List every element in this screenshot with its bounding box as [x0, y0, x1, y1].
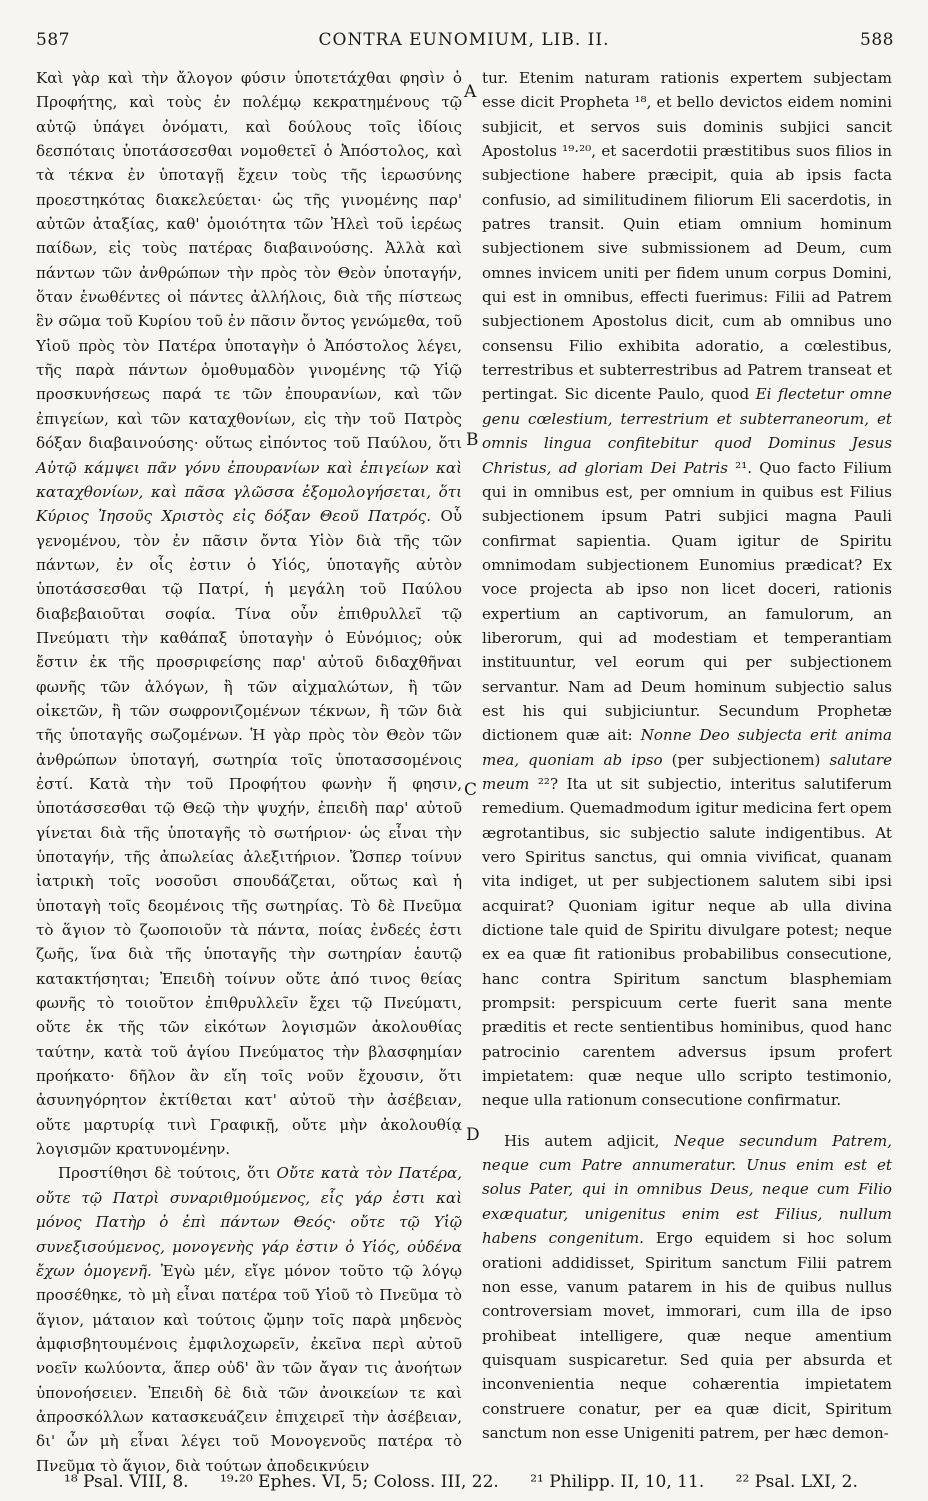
latin-column: [482, 66, 892, 1446]
footnotes: [64, 1472, 904, 1492]
margin-letter-d: D: [466, 1125, 480, 1145]
greek-quotation-2: Οὔτε κατὰ τὸν Πατέρα, οὔτε τῷ Πατρὶ συναριθμούμενος, εἷς γάρ ἐστι καὶ μόνος Πατὴρ ὁ ἐπὶ πάντων Θεός· οὔτε τῷ Υἱῷ συνεξισούμενος, μονογενὴς γάρ ἐστιν ὁ Υἱός, οὐδένα ἔχων ὁμογενῆ.: [36, 1164, 462, 1280]
latin-quotation-4: Neque secundum Patrem, neque cum Patre annumeratur. Unus enim est et solus Pater, qui in omnibus Deus, neque cum Filio exæquatur, unigenitus enim est Filius, nullum habens congenitum.: [482, 1131, 892, 1248]
margin-letter-c: C: [464, 780, 478, 800]
footnote-22: ²² Psal. LXI, 2.: [735, 1472, 858, 1492]
footnote-18: ¹⁸ Psal. VIII, 8.: [64, 1472, 189, 1492]
margin-letter-a: A: [464, 82, 477, 102]
footnote-19-20: ¹⁹·²⁰ Ephes. VI, 5; Coloss. III, 22.: [219, 1472, 499, 1492]
running-title: CONTRA EUNOMIUM, LIB. II.: [318, 30, 610, 50]
greek-paragraph-1: Καὶ γὰρ καὶ τὴν ἄλογον φύσιν ὑποτετάχθαι φησὶν ὁ Προφήτης, καὶ τοὺς ἐν πολέμῳ κεκρατημένους τῷ αὐτῷ ὑπάγει ὀνόματι, καὶ δούλους τοῖς ἰδίοις δεσπόταις ὑποτάσσεσθαι νομοθετεῖ ὁ Ἀπόστολος, καὶ τὰ τέκνα ἐν ὑποταγῇ ἔχειν τοὺς τῆς ἱερωσύνης προεστηκότας διακελεύεται· ὡς τῆς γινομένης παρ' αὐτῶν ἀταξίας, καθ' ὁμοιότητα τῶν Ἠλεὶ τοῦ ἱερέως παίδων, εἰς τοὺς πατέρας διαβαινούσης. Ἀλλὰ καὶ πάντων τῶν ἀνθρώπων τὴν πρὸς τὸν Θεὸν ὑποταγήν, ὅταν ἑνωθέντες οἱ πάντες ἀλλήλοις, διὰ τῆς πίστεως ἓν σῶμα τοῦ Κυρίου τοῦ ἐν πᾶσιν ὄντος γενώμεθα, τοῦ Υἱοῦ πρὸς τὸν Πατέρα ὑποταγὴν ὁ Ἀπόστολος λέγει, τῆς παρὰ πάντων ὁμοθυμαδὸν γινομένης τῷ Υἱῷ προσκυνήσεως παρά τε τῶν ἐπουρανίων, καὶ τῶν ἐπιγείων, καὶ τῶν καταχθονίων, εἰς τὴν τοῦ Πατρὸς δόξαν διαβαινούσης· οὕτως εἰπόντος τοῦ Παύλου, ὅτι Αὐτῷ κάμψει πᾶν γόνυ ἐπουρανίων καὶ ἐπιγείων καὶ καταχθονίων, καὶ πᾶσα γλῶσσα ἐξομολογήσεται, ὅτι Κύριος Ἰησοῦς Χριστὸς εἰς δόξαν Θεοῦ Πατρός. Οὗ γενομένου, τὸν ἐν πᾶσιν ὄντα Υἱὸν διὰ τῆς τῶν πάντων, ἐν οἷς ἐστιν ὁ Υἱός, ὑποταγῆς αὐτὸν ὑποτάσσεσθαι τῷ Πατρί, ἡ μεγάλη τοῦ Παύλου διαβεβαιοῦται σοφία. Τίνα οὖν ἐπιθρυλλεῖ τῷ Πνεύματι τὴν καθάπαξ ὑποταγὴν ὁ Εὐνόμιος; οὐκ ἔστιν ἐκ τῆς προσριφείσης παρ' αὐτοῦ διδαχθῆναι φωνῆς τῶν ἀλόγων, ἢ τῶν αἰχμαλώτων, ἢ τῶν οἰκετῶν, ἢ τῶν σωφρονιζομένων τέκνων, ἢ τῶν διὰ τῆς ὑποταγῆς σωζομένων. Ἡ γὰρ πρὸς τὸν Θεὸν τῶν ἀνθρώπων ὑποταγή, σωτηρία τοῖς ὑποτασσομένοις ἐστί. Κατὰ τὴν τοῦ Προφήτου φωνὴν ἥ φησιν, ὑποτάσσεσθαι τῷ Θεῷ τὴν ψυχήν, ἐπειδὴ παρ' αὐτοῦ γίνεται διὰ τῆς ὑποταγῆς τὸ σωτήριον· ὡς εἶναι τὴν ὑποταγήν, τῆς ἀπωλείας ἀλεξιτήριον. Ὥσπερ τοίνυν ἰατρικὴ τοῖς νοσοῦσι σπουδάζεται, οὕτως καὶ ἡ ὑποταγὴ τοῖς δεομένοις τῆς σωτηρίας. Τὸ δὲ Πνεῦμα τὸ ἅγιον τὸ ζωοποιοῦν τὰ πάντα, ποίας ἐνδεές ἐστι ζωῆς, ἵνα διὰ τῆς ὑποταγῆς τὴν σωτηρίαν ἑαυτῷ κατακτήσηται; Ἐπειδὴ τοίνυν οὔτε ἀπό τινος θείας φωνῆς τὸ τοιοῦτον ἐπιθρυλλεῖν ἔχει τῷ Πνεύματι, οὔτε ἐκ τῆς τῶν εἰκότων λογισμῶν ἀκολουθίας ταύτην, κατὰ τοῦ ἁγίου Πνεύματος τὴν βλασφημίαν προήκατο· δῆλον ἂν εἴη τοῖς νοῦν ἔχουσιν, ὅτι ἀσυνηγόρητον ἐκτίθεται κατ' αὐτοῦ τὴν ἀσέβειαν, οὔτε μαρτυρίᾳ τινὶ Γραφικῇ, οὔτε μὴν ἀκολουθίᾳ λογισμῶν κρατυνομένην.: [36, 69, 462, 1159]
running-header: [30, 30, 898, 58]
greek-quotation-1: Αὐτῷ κάμψει πᾶν γόνυ ἐπουρανίων καὶ ἐπιγείων καὶ καταχθονίων, καὶ πᾶσα γλῶσσα ἐξομολογήσεται, ὅτι Κύριος Ἰησοῦς Χριστὸς εἰς δόξαν Θεοῦ Πατρός.: [36, 458, 462, 526]
greek-paragraph-2: Προστίθησι δὲ τούτοις, ὅτι Οὔτε κατὰ τὸν Πατέρα, οὔτε τῷ Πατρὶ συναριθμούμενος, εἷς γάρ ἐστι καὶ μόνος Πατὴρ ὁ ἐπὶ πάντων Θεός· οὔτε τῷ Υἱῷ συνεξισούμενος, μονογενὴς γάρ ἐστιν ὁ Υἱός, οὐδένα ἔχων ὁμογενῆ. Ἐγὼ μέν, εἴγε μόνον τοῦτο τῷ λόγῳ προσέθηκε, τὸ μὴ εἶναι πατέρα τοῦ Υἱοῦ τὸ Πνεῦμα τὸ ἅγιον, μάταιον καὶ τούτοις ᾤμην τοῖς παρὰ μηδενὸς ἀμφισβητουμένοις ἐμφιλοχωρεῖν, ἐκεῖνα περὶ αὐτοῦ νοεῖν κωλύοντα, ἅπερ οὐδ' ἂν τῶν ἄγαν τις ἀνοήτων ὑπονοήσειεν. Ἐπειδὴ δὲ διὰ τῶν ἀνοικείων τε καὶ ἀπροσκόλλων κατασκευάζειν ἐπιχειρεῖ τὴν ἀσέβειαν, δι' ὧν μὴ εἶναι λέγει τοῦ Μονογενοῦς πατέρα τὸ Πνεῦμα τὸ ἅγιον, διὰ τούτων ἀποδεικνύειν: [36, 1164, 462, 1475]
page-number-right: 588: [860, 30, 894, 50]
footnote-21: ²¹ Philipp. II, 10, 11.: [530, 1472, 705, 1492]
latin-paragraph-2: His autem adjicit, Neque secundum Patrem, neque cum Patre annumeratur. Unus enim est et solus Pater, qui in omnibus Deus, neque cum Filio exæquatur, unigenitus enim est Filius, nullum habens congenitum. Ergo equidem si hoc solum orationi addidisset, Spiritum sanctum Filii patrem non esse, vanum patarem in his de quibus nullus controversiam movet, immorari, cum illa de ipso prohibeat intelligere, quæ neque amentium quisquam suspicaretur. Sed quia per absurda et inconvenientia neque cohærentia impietatem construere conatur, per ea quæ dicit, Spiritum sanctum non esse Unigeniti patrem, per hæc demon-: [482, 1131, 892, 1442]
latin-paragraph-1: tur. Etenim naturam rationis expertem subjectam esse dicit Propheta ¹⁸, et bello devictos eidem nomini subjicit, et servos suis dominis subjici sancit Apostolus ¹⁹·²⁰, et sacerdotii præstitibus suos filios in subjectione habere præcipit, quia ab ipsis facta confusio, ad similitudinem filiorum Eli sacerdotis, in patres transit. Quin etiam omnium hominum subjectionem sive submissionem ad Deum, cum omnes invicem uniti per fidem unum corpus Domini, qui est in omnibus, effecti fuerimus: Filii ad Patrem subjectionem Apostolus dicit, cum ab omnibus uno consensu Filio exhibita adoratio, a cœlestibus, terrestribus et subterrestribus ad Patrem transeat et pertingat. Sic dicente Paulo, quod Ei flectetur omne genu cœlestium, terrestrium et subterraneorum, et omnis lingua confitebitur quod Dominus Jesus Christus, ad gloriam Dei Patris ²¹. Quo facto Filium qui in omnibus est, per omnium in quibus est Filius subjectionem ipsum Patri subjici magna Pauli confirmat sapientia. Quam igitur de Spiritu omnimodam subjectionem Eunomius prædicat? Ex voce projecta ab ipso non licet doceri, rationis expertium an captivorum, an famulorum, an liberorum, qui ad modestiam et temperantiam instituuntur, vel eorum qui per subjectionem servantur. Nam ad Deum hominum subjectio salus est his qui subjiciuntur. Secundum Prophetæ dictionem quæ ait: Nonne Deo subjecta erit anima mea, quoniam ab ipso (per subjectionem) salutare meum ²²? Ita ut sit subjectio, interitus salutiferum remedium. Quemadmodum igitur medicina fert opem ægrotantibus, sic subjectio salute indigentibus. At vero Spiritus sanctus, qui omnia vivificat, quanam vita indiget, ut per subjectionem salutem sibi ipsi acquirat? Quoniam igitur neque ab ulla divina dictione tale quid de Spiritu divulgare potest; neque ex ea quæ fit rationibus probabilibus consecutione, hanc contra Spiritum sanctum blasphemiam prompsit: perspicuum certe fuerit sana mente præditis et recte sentientibus hominibus, quod hanc patrocinio carentem adversus ipsum profert impietatem: quæ neque ullo scripto testimonio, neque ulla rationum consecutione confirmatur.: [482, 69, 893, 1110]
margin-letter-b: B: [466, 430, 479, 450]
greek-column: [36, 66, 462, 1475]
latin-quotation-2: Nonne Deo subjecta erit anima mea, quoniam ab ipso: [482, 726, 892, 769]
latin-quotation-1: Ei flectetur omne genu cœlestium, terrestrium et subterraneorum, et omnis lingua confitebitur quod Dominus Jesus Christus, ad gloriam Dei Patris: [482, 385, 892, 477]
latin-quotation-3: salutare meum: [482, 750, 893, 793]
page-number-left: 587: [36, 30, 70, 50]
